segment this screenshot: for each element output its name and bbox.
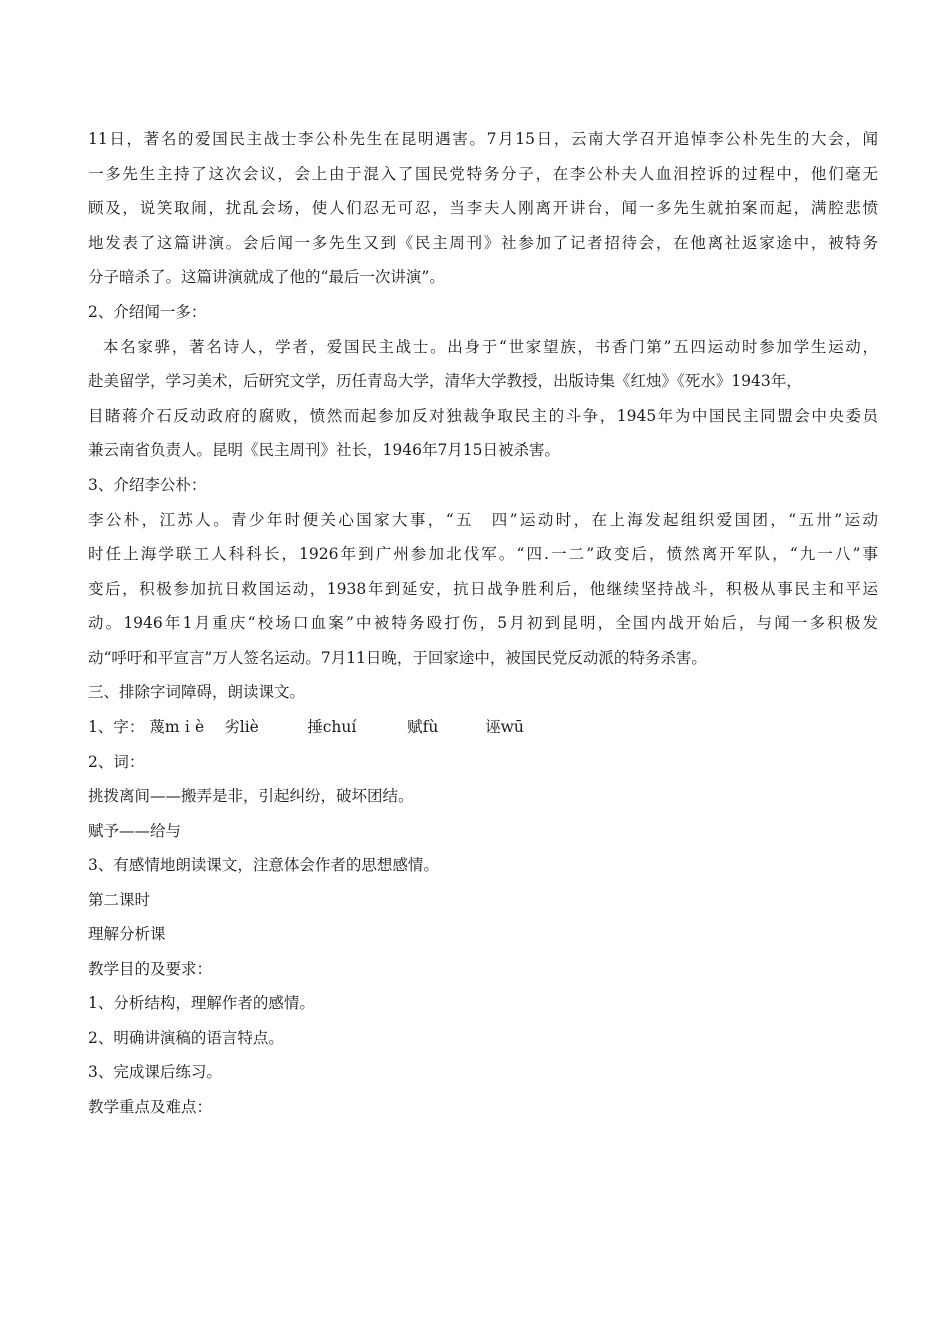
paragraph-line: 动。1946年1月重庆“校场口血案”中被特务殴打伤，5月初到昆明，全国内战开始后，与闻一多积极发 — [88, 614, 878, 632]
li-gongpu-paragraph — [88, 503, 878, 676]
words-label: 2、词： — [88, 752, 145, 771]
lesson-type: 理解分析课 — [88, 925, 166, 943]
goal-item: 2、明确讲演稿的语言特点。 — [88, 1028, 284, 1047]
paragraph-line: 顾及，说笑取闹，扰乱会场，使人们忍无可忍，当李夫人刚离开讲台，闻一多先生就拍案而起，满腔悲愤 — [88, 199, 878, 217]
character-item: 诬wū — [485, 718, 524, 736]
character-item: 捶chuí — [307, 718, 357, 736]
intro-paragraph — [88, 122, 878, 295]
word-definition: 挑拨离间——搬弄是非，引起纠纷，破坏团结。 — [88, 787, 414, 805]
character-item: 赋fù — [407, 718, 439, 736]
section-heading-wen-yiduo: 2、介绍闻一多： — [88, 302, 207, 321]
goal-item: 3、完成课后练习。 — [88, 1063, 222, 1081]
paragraph-line: 兼云南省负责人。昆明《民主周刊》社长，1946年7月15日被杀害。 — [88, 441, 561, 459]
word-definition: 赋予——给与 — [88, 821, 182, 840]
character-item: 蔑mｉè — [149, 718, 205, 736]
paragraph-line: 赴美留学，学习美术，后研究文学，历任青岛大学，清华大学教授，出版诗集《红烛》《死水》1943年， — [88, 372, 802, 390]
focus-heading: 教学重点及难点： — [88, 1097, 213, 1116]
lesson-title: 第二课时 — [88, 890, 151, 909]
paragraph-line: 动“呼吁和平宣言”万人签名运动。7月11日晚，于回家途中，被国民党反动派的特务杀害。 — [88, 648, 707, 667]
goals-heading: 教学目的及要求： — [88, 959, 213, 978]
wen-yiduo-paragraph — [88, 330, 878, 468]
document-body — [88, 122, 878, 1124]
paragraph-line: 分子暗杀了。这篇讲演就成了他的“最后一次讲演”。 — [88, 268, 445, 286]
paragraph-line: 地发表了这篇讲演。会后闻一多先生又到《民主周刊》社参加了记者招待会，在他离社返家途中，被特务 — [88, 233, 878, 252]
paragraph-line: 变后，积极参加抗日救国运动，1938年到延安，抗日战争胜利后，他继续坚持战斗，积极从事民主和平运 — [88, 579, 878, 598]
character-list-label: 1、字： — [88, 718, 145, 736]
character-item: 劣liè — [224, 718, 259, 736]
paragraph-line: 目睹蒋介石反动政府的腐败，愤然而起参加反对独裁争取民主的斗争，1945年为中国民主同盟会中央委员 — [88, 406, 878, 425]
paragraph-line: 一多先生主持了这次会议，会上由于混入了国民党特务分子，在李公朴夫人血泪控诉的过程中，他们毫无 — [88, 164, 878, 183]
paragraph-line: 时任上海学联工人科科长，1926年到广州参加北伐军。“四.一二”政变后，愤然离开军队，“九一八”事 — [88, 545, 878, 563]
section-heading-part-three: 三、排除字词障碍，朗读课文。 — [88, 683, 306, 701]
character-list — [88, 710, 878, 745]
paragraph-line: 本名家骅，著名诗人，学者，爱国民主战士。出身于“世家望族，书香门第”五四运动时参加学生运动， — [103, 337, 878, 356]
reading-instruction: 3、有感情地朗读课文，注意体会作者的思想感情。 — [88, 856, 439, 874]
paragraph-line: 11日，著名的爱国民主战士李公朴先生在昆明遇害。7月15日，云南大学召开追悼李公朴先生的大会，闻 — [88, 130, 878, 148]
goal-item: 1、分析结构，理解作者的感情。 — [88, 994, 315, 1012]
paragraph-line: 李公朴，江苏人。青少年时便关心国家大事，“五 四”运动时，在上海发起组织爱国团，“五卅”运动 — [88, 510, 878, 529]
section-heading-li-gongpu: 3、介绍李公朴： — [88, 475, 207, 494]
